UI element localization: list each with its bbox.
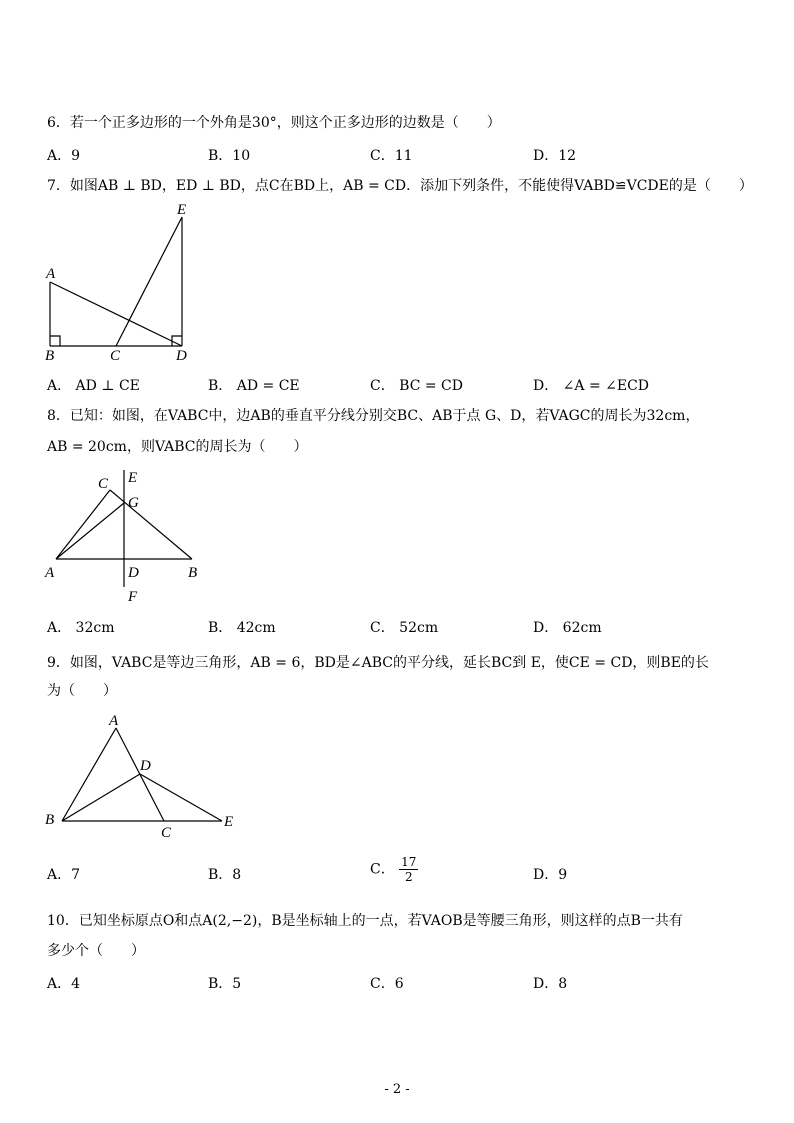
q6-option-d: D．12 — [533, 148, 577, 164]
q8-stem-line2: AB = 20cm，则VABC的周长为（ ） — [47, 439, 308, 455]
q7-option-d: D． ∠A = ∠ECD — [533, 378, 650, 394]
q9-label-c: C — [161, 825, 172, 841]
q7-label-d: D — [176, 348, 187, 364]
q6-stem: 6．若一个正多边形的一个外角是30°，则这个正多边形的边数是（ ） — [47, 115, 501, 131]
q10-option-c: C．6 — [370, 976, 404, 992]
q8-label-g: G — [128, 495, 139, 511]
q9-option-c-label: C． — [370, 861, 395, 878]
q8-figure — [40, 462, 220, 610]
fraction-numerator: 17 — [401, 855, 417, 869]
q8-label-a: A — [45, 565, 55, 581]
q7-stem: 7．如图AB ⊥ BD，ED ⊥ BD，点C在BD上，AB = CD．添加下列条件，不能使得VABD≌VCDE的是（ ） — [47, 178, 753, 194]
q8-label-e: E — [128, 470, 138, 486]
q9-label-b: B — [45, 812, 55, 828]
fraction-denominator: 2 — [404, 870, 413, 884]
q9-label-e: E — [224, 814, 234, 830]
q8-option-c: C． 52cm — [370, 620, 439, 636]
q9-option-d: D．9 — [533, 867, 568, 883]
q10-option-b: B．5 — [208, 976, 242, 992]
q9-option-a: A．7 — [47, 867, 81, 883]
q9-label-d: D — [140, 758, 151, 774]
q10-stem-line2: 多少个（ ） — [47, 943, 145, 959]
q8-label-c: C — [98, 476, 109, 492]
q7-option-a: A． AD ⊥ CE — [47, 378, 140, 394]
q9-stem-line2: 为（ ） — [47, 683, 117, 699]
q10-option-d: D．8 — [533, 976, 568, 992]
q8-stem-line1: 8．已知：如图，在VABC中，边AB的垂直平分线分别交BC、AB于点 G、D，若VAGC的周长为32cm， — [47, 408, 700, 424]
q10-stem-line1: 10．已知坐标原点O和点A(2,−2)，B是坐标轴上的一点，若VAOB是等腰三角形，则这样的点B一共有 — [47, 913, 683, 929]
page-number: - 2 - — [384, 1082, 410, 1097]
q6-option-b: B．10 — [208, 148, 251, 164]
q9-option-b: B．8 — [208, 867, 242, 883]
q7-option-c: C． BC = CD — [370, 378, 463, 394]
q8-label-f: F — [128, 589, 138, 605]
q9-option-c — [370, 855, 418, 884]
q6-option-c: C．11 — [370, 148, 413, 164]
q8-option-d: D． 62cm — [533, 620, 602, 636]
q7-label-c: C — [110, 348, 121, 364]
q9-stem-line1: 9．如图，VABC是等边三角形，AB = 6，BD是∠ABC的平分线，延长BC到 E，使CE = CD，则BE的长 — [47, 655, 709, 671]
q7-label-b: B — [45, 348, 55, 364]
q7-figure — [40, 198, 200, 366]
q8-label-d: D — [128, 565, 139, 581]
q8-option-b: B． 42cm — [208, 620, 276, 636]
q7-label-e: E — [177, 202, 187, 218]
q8-option-a: A． 32cm — [47, 620, 115, 636]
q7-option-b: B． AD = CE — [208, 378, 300, 394]
q9-figure — [40, 706, 250, 846]
q9-option-c-fraction — [399, 855, 418, 884]
q6-option-a: A．9 — [47, 148, 81, 164]
q8-label-b: B — [188, 565, 198, 581]
q7-label-a: A — [46, 266, 56, 282]
q10-option-a: A．4 — [47, 976, 81, 992]
q9-label-a: A — [109, 713, 119, 729]
